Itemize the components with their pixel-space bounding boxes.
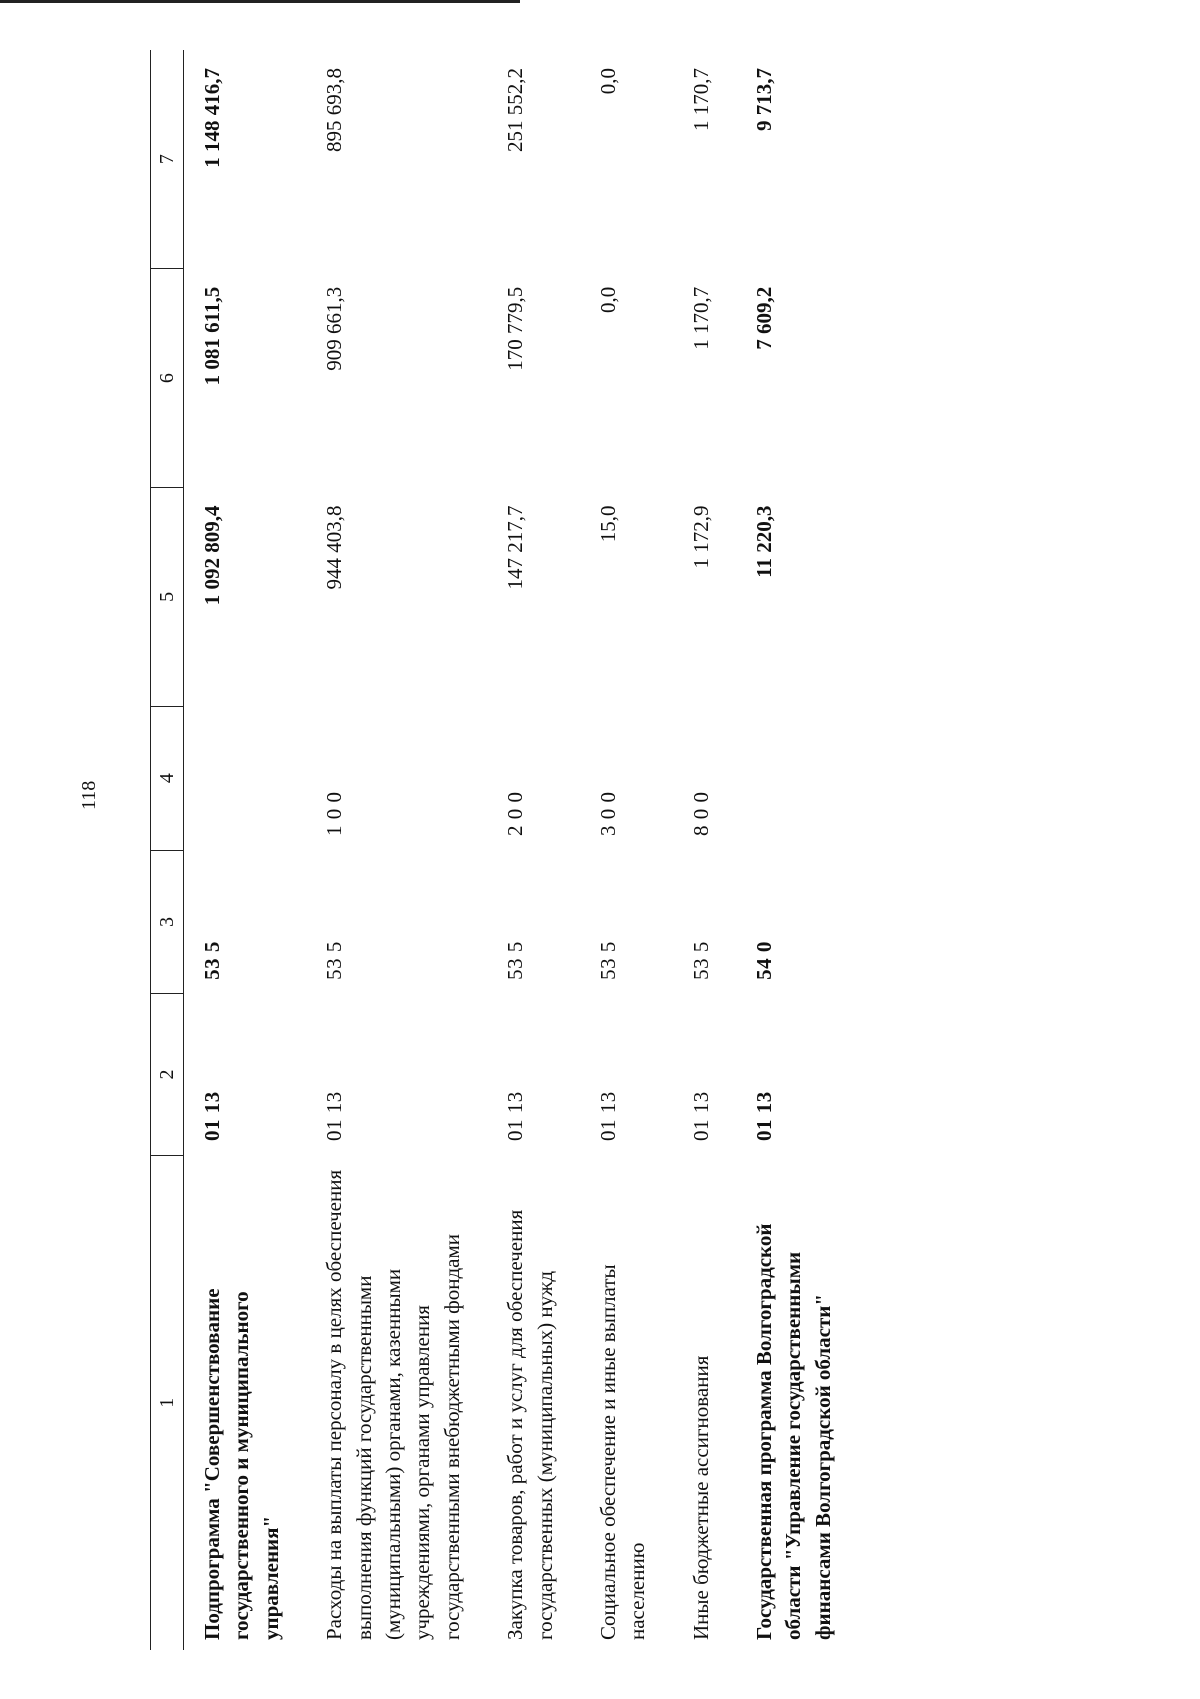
row-amount-col-7: 895 693,8 [322, 68, 347, 152]
row-amount-col-6: 909 661,3 [322, 286, 347, 371]
row-section-code: 01 13 [688, 1091, 713, 1142]
row-amount-col-5: 1 092 809,4 [200, 505, 224, 606]
header-col-5: 5 [151, 487, 184, 706]
row-amount-col-5: 944 403,8 [322, 505, 347, 590]
table-header-row [151, 50, 184, 1650]
row-target-code: 53 5 [503, 941, 528, 980]
row-target-code: 53 5 [200, 941, 224, 980]
table-row [665, 50, 728, 1650]
row-target-code: 54 0 [752, 941, 777, 980]
row-expense-type [728, 706, 850, 850]
row-name: Социальное обеспечение и иные выплаты населению [595, 1264, 650, 1640]
row-section-code: 01 13 [200, 1091, 224, 1142]
row-name: Иные бюджетные ассигнования [688, 1355, 713, 1640]
row-amount-col-7: 251 552,2 [503, 68, 528, 152]
row-name: Подпрограмма "Совершенствование государственного и муниципального управления" [200, 1288, 283, 1640]
row-amount-col-6: 7 609,2 [752, 286, 777, 350]
row-amount-col-7: 1 170,7 [688, 68, 713, 131]
row-section-code: 01 13 [322, 1091, 347, 1142]
row-target-code: 53 5 [322, 941, 347, 980]
header-col-7: 7 [151, 50, 184, 269]
row-amount-col-6: 1 170,7 [688, 286, 713, 350]
row-target-code: 53 5 [595, 941, 620, 980]
row-amount-col-5: 147 217,7 [503, 505, 528, 590]
row-amount-col-5: 15,0 [595, 505, 620, 543]
row-target-code: 53 5 [688, 941, 713, 980]
table-row [184, 50, 299, 1650]
table-row [728, 50, 850, 1650]
row-name: Закупка товаров, работ и услуг для обеспечения государственных (муниципальных) нужд [503, 1209, 557, 1640]
page-number: 118 [78, 780, 100, 810]
row-section-code: 01 13 [595, 1091, 620, 1142]
row-amount-col-7: 9 713,7 [752, 68, 777, 131]
header-col-3: 3 [151, 850, 184, 994]
row-expense-type: 1 0 0 [322, 791, 347, 837]
row-expense-type: 2 0 0 [503, 791, 528, 837]
row-section-code: 01 13 [503, 1091, 528, 1142]
header-col-4: 4 [151, 706, 184, 850]
row-amount-col-6: 170 779,5 [503, 286, 528, 371]
row-expense-type: 3 0 0 [595, 791, 620, 837]
row-section-code: 01 13 [752, 1091, 777, 1142]
table-row [479, 50, 572, 1650]
row-amount-col-6: 1 081 611,5 [200, 286, 224, 386]
table-body [184, 50, 851, 1650]
table-row [572, 50, 665, 1650]
scan-edge-line [0, 0, 520, 3]
table-row [298, 50, 479, 1650]
header-col-1: 1 [151, 1155, 184, 1650]
budget-table-container [150, 50, 970, 1650]
budget-table [150, 50, 850, 1650]
header-col-2: 2 [151, 994, 184, 1155]
row-expense-type: 8 0 0 [688, 791, 713, 837]
row-expense-type [184, 706, 299, 850]
row-amount-col-7: 1 148 416,7 [200, 68, 224, 168]
row-name: Расходы на выплаты персоналу в целях обеспечения выполнения функций государственными (муниципальными) органами, казенными учреждениями, органами управления государственными внебюджетными фондами [322, 1169, 464, 1640]
row-amount-col-7: 0,0 [595, 68, 620, 95]
row-amount-col-5: 1 172,9 [688, 505, 713, 569]
row-amount-col-6: 0,0 [595, 286, 620, 313]
row-amount-col-5: 11 220,3 [752, 505, 777, 578]
header-col-6: 6 [151, 269, 184, 488]
row-name: Государственная программа Волгоградской области "Управление государственными финансами Волгоградской области" [752, 1223, 835, 1640]
